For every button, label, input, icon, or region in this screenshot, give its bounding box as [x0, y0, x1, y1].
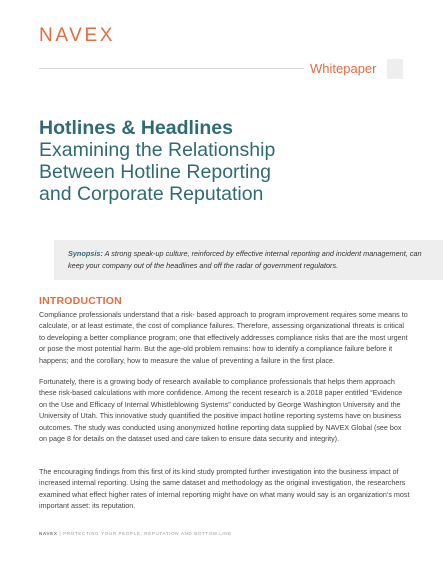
intro-paragraph-3: [39, 466, 411, 512]
paragraph-text: The encouraging findings from this first of its kind study prompted further investigation into the business impact of increased internal reporting. Using the same dataset and methodology as the original investigation, the researchers examined what effect higher rates of internal reporting might have on what many would say is an organization’s most important asset: its reputation.: [39, 467, 410, 511]
synopsis-box: [54, 240, 443, 280]
paragraph-text: Compliance professionals understand that a risk- based approach to program improvement requires some means to calculate, or at least estimate, the cost of compliance failures. Therefore, assessing organizational threats is critical to developing a better compliance program; one that effectively addresses compliance risks that are the most urgent or pose the most potential harm. But the age-old problem remains: how to identify a compliance failure before it happens; and the corollary, how to measure the value of preventing a failure in the first place.: [39, 310, 408, 365]
doc-type-tab: [387, 59, 403, 79]
title-line-4: and Corporate Reputation: [39, 183, 264, 205]
footer-tagline: PROTECTING YOUR PEOPLE, REPUTATION AND BOTTOM LINE: [63, 531, 232, 536]
intro-paragraph-2: [39, 376, 411, 444]
page-title: [39, 117, 419, 205]
page-footer: [39, 531, 232, 536]
divider-line: [39, 68, 304, 69]
intro-paragraph-1: [39, 309, 411, 366]
synopsis-text: A strong speak-up culture, reinforced by effective internal reporting and incident management, can keep your company out of the headlines and off the radar of government regulators.: [68, 249, 422, 270]
title-line-1: Hotlines & Headlines: [39, 117, 233, 139]
synopsis-paragraph: [54, 240, 443, 272]
footer-brand: NAVEX: [39, 531, 58, 536]
paragraph-text: Fortunately, there is a growing body of research available to compliance professionals that helps them approach these risk-based calculations with more confidence. Among the recent research is a 2018 paper entitled “Evidence on the Use and Efficacy of Internal Whistleblowing Systems” conducted by George Washington University and the University of Utah. This innovative study quantified the positive impact hotline reporting systems have on business outcomes. The study was conducted using anonymized hotline reporting data supplied by NAVEX Global (see box on page 8 for details on the dataset used and care taken to ensure data security and integrity).: [39, 377, 403, 444]
section-heading-introduction: INTRODUCTION: [39, 295, 122, 307]
footer-separator: |: [59, 531, 62, 536]
doc-type-bar: [0, 59, 443, 79]
navex-logo: NAVEX: [39, 25, 116, 46]
doc-type-label: Whitepaper: [304, 59, 393, 79]
title-line-2: Examining the Relationship: [39, 139, 276, 161]
synopsis-label: Synopsis:: [68, 249, 103, 258]
title-line-3: Between Hotline Reporting: [39, 161, 271, 183]
